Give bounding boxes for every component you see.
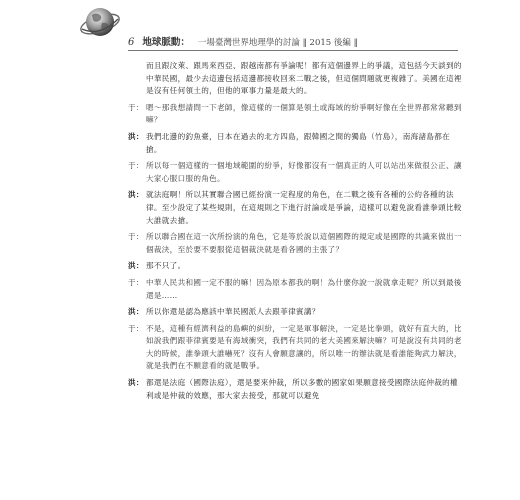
paragraph-text: 那不只了。 [146, 261, 186, 271]
paragraph-text: 都還是法庭（國際法庭），還是要來仲裁，所以多數的國家如果願意接受國際法庭仲裁的權利或是仲裁的效應，那大家去接受，那就可以避免 [146, 378, 458, 400]
dialogue-paragraph [128, 306, 463, 319]
dialogue-paragraph [128, 189, 463, 227]
speaker-label: 洪： [128, 131, 144, 141]
paragraph-text: 嗯～那我想請問一下老師，像這樣的一個算是領土或海域的紛爭啊好像在全世界都常常聽到嘛？ [146, 102, 462, 125]
globe-logo-icon [78, 3, 122, 43]
book-subtitle: 一場臺灣世界地理學的討論 ‖ 2015 後編 ‖ [197, 38, 358, 48]
dialogue-paragraph [128, 102, 463, 127]
dialogue-paragraph [128, 323, 463, 373]
header-divider [128, 50, 458, 51]
paragraph-text: 所以你還是認為應該中華民國派人去跟菲律賓講？ [146, 307, 320, 317]
dialogue-paragraph [128, 277, 463, 302]
speaker-label: 洪： [128, 261, 144, 271]
speaker-label: 洪： [128, 307, 144, 317]
speaker-label: 洪： [128, 378, 144, 388]
speaker-label: 于： [128, 277, 144, 287]
paragraph-text: 不是，這種有經濟利益的島嶼的糾紛，一定是軍事解決，一定是比拳頭，就好有直大的，比如說我們跟菲律賓要是有海域衝突，我們有共同的老大美國來解決嘛？可是說沒有共同的老大的時候，誰拳頭大誰嚇死？沒有人會願意讓的，所以唯一的辦法就是看誰能夠武力解決，就是我們在不願意看的就是戰爭。 [146, 323, 462, 371]
dialogue-paragraph [128, 131, 463, 156]
paragraph-text: 我們北邊的釣魚臺，日本在過去的北方四島，跟韓國之間的獨島（竹島），南海諸島都在搶。 [146, 131, 451, 154]
page-number: 6 [128, 37, 135, 48]
running-header [128, 34, 458, 50]
speaker-label: 于： [128, 323, 144, 333]
speaker-label: 洪： [128, 190, 144, 200]
dialogue-paragraph [128, 377, 463, 402]
speaker-label: 于： [128, 232, 144, 242]
paragraph-text: 就法庭啊！所以其實聯合國已經扮演一定程度的角色，在二戰之後有各種的公約各種的法律。至少設定了某些規則，在這規則之下進行討論或是爭論，這樣可以避免說看誰拳頭比較大誰就去搶。 [146, 190, 462, 225]
paragraph-text: 所以聯合國在這一次所扮演的角色，它是等於說以這個國際的規定或是國際的共識來做出一個裁決，至於要不要服從這個裁決就是看各國的主張了？ [146, 232, 462, 254]
book-title: 地球脈動： [142, 37, 190, 48]
speaker-label: 于： [128, 102, 144, 112]
dialogue-paragraph [128, 160, 463, 185]
paragraph-text: 而且跟汶萊、跟馬來西亞、跟越南都有爭論呢！都有這個邊界上的爭議，這包括今天談到的中華民國，最少去這邊包括這邊都接收回來二戰之後，但這個問題就更複雜了。美國在這裡是沒有任何領土的，但他的軍事力量是最大的。 [146, 61, 462, 96]
paragraph-text: 中華人民共和國一定不服的嘛！因為原本都我的啊！為什麼你說一說就拿走呢？所以到最後還是…… [146, 277, 462, 300]
paragraph-text: 所以每一個這樣的一個地域範圍的紛爭，好像都沒有一個真正的人可以站出來做很公正、讓大家心服口服的角色。 [146, 161, 462, 183]
dialogue-paragraph [128, 231, 463, 256]
dialogue-paragraph [128, 60, 463, 98]
dialogue-body [128, 60, 463, 406]
speaker-label: 于： [128, 161, 144, 171]
dialogue-paragraph [128, 260, 463, 273]
